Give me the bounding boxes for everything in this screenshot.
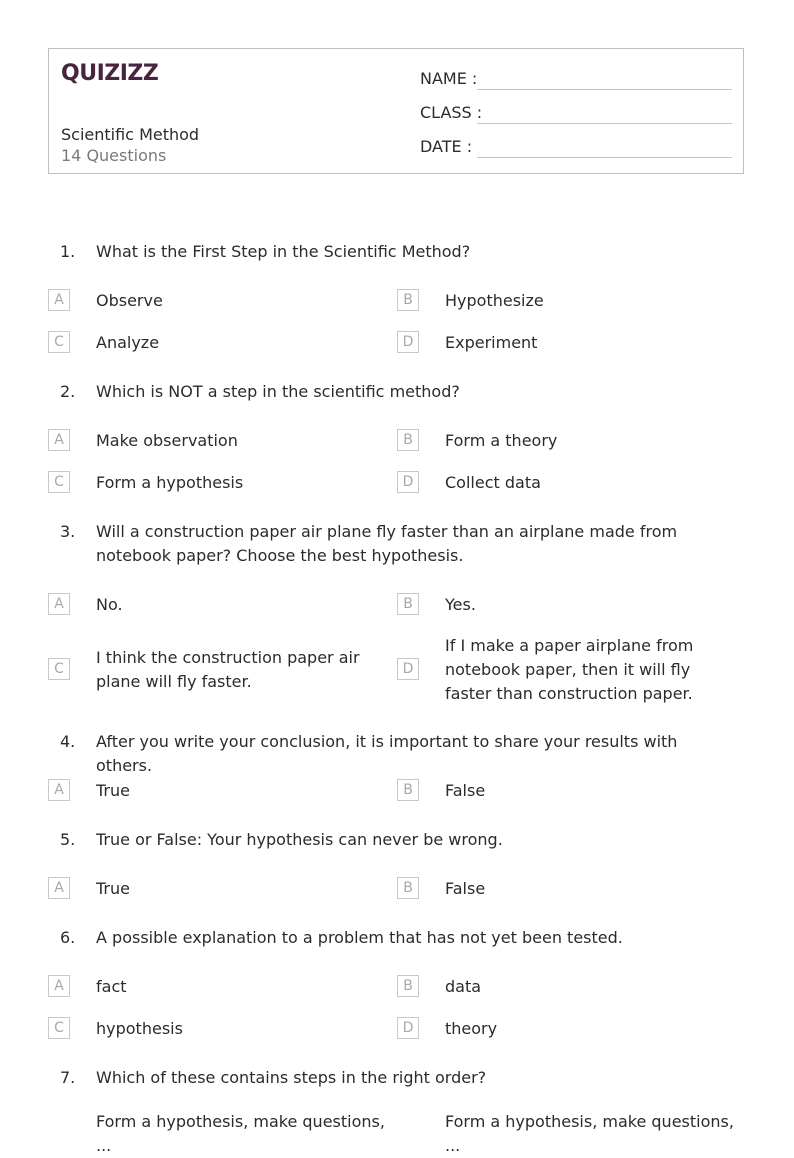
svg-text:QUIZIZZ: QUIZIZZ	[61, 61, 159, 86]
option-letter-box[interactable]: C	[48, 331, 70, 353]
option-text: data	[445, 977, 482, 996]
option-text: No.	[96, 595, 123, 614]
option-text: hypothesis	[96, 1019, 183, 1038]
option-text: Hypothesize	[445, 291, 544, 310]
option-letter-box[interactable]: A	[48, 593, 70, 615]
question-text: Which is NOT a step in the scientific method?	[96, 382, 460, 401]
question-number: 4.	[60, 732, 76, 751]
option-letter-box[interactable]: B	[397, 289, 419, 311]
question-text: After you write your conclusion, it is important to share your results with others.	[96, 732, 678, 775]
option-text: True	[96, 879, 130, 898]
question-number: 6.	[60, 928, 76, 947]
question-number: 5.	[60, 830, 76, 849]
option-text: If I make a paper airplane from notebook paper, then it will fly faster than construction paper.	[445, 636, 694, 703]
name-line[interactable]	[477, 89, 732, 90]
option-text: I think the construction paper air plane will fly faster.	[96, 648, 360, 691]
question-text: True or False: Your hypothesis can never be wrong.	[96, 830, 503, 849]
question-number: 1.	[60, 242, 76, 261]
option-letter-box[interactable]: C	[48, 471, 70, 493]
question-number: 7.	[60, 1068, 76, 1087]
option-text: theory	[445, 1019, 498, 1038]
quizizz-logo	[61, 59, 159, 91]
option-letter-box[interactable]: B	[397, 429, 419, 451]
option-letter-box[interactable]: B	[397, 593, 419, 615]
question-number: 3.	[60, 522, 76, 541]
option-letter-box[interactable]: C	[48, 658, 70, 680]
option-letter-box[interactable]: A	[48, 975, 70, 997]
option-text: Make observation	[96, 431, 238, 450]
option-letter-box[interactable]: D	[397, 471, 419, 493]
option-text: Form a hypothesis	[96, 473, 244, 492]
question-text: What is the First Step in the Scientific Method?	[96, 242, 471, 261]
option-letter-box[interactable]: D	[397, 1017, 419, 1039]
option-text: fact	[96, 977, 127, 996]
option-text: Collect data	[445, 473, 541, 492]
option-letter-box[interactable]: C	[48, 1017, 70, 1039]
option-letter-box[interactable]: A	[48, 877, 70, 899]
question-text: Which of these contains steps in the right order?	[96, 1068, 487, 1087]
class-label: CLASS :	[420, 103, 483, 122]
option-text: Form a hypothesis, make questions, ...	[445, 1112, 734, 1155]
option-letter-box[interactable]: A	[48, 429, 70, 451]
option-text: Form a hypothesis, make questions, ...	[96, 1112, 385, 1155]
class-line[interactable]	[477, 123, 732, 124]
worksheet-title: Scientific Method	[61, 125, 200, 144]
option-text: False	[445, 781, 486, 800]
name-label: NAME :	[420, 69, 478, 88]
option-text: Analyze	[96, 333, 160, 352]
option-text: Experiment	[445, 333, 538, 352]
option-letter-box[interactable]: B	[397, 975, 419, 997]
date-label: DATE :	[420, 137, 473, 156]
question-count: 14 Questions	[61, 146, 167, 165]
option-text: False	[445, 879, 486, 898]
option-letter-box[interactable]: D	[397, 658, 419, 680]
option-letter-box[interactable]: A	[48, 289, 70, 311]
option-text: Observe	[96, 291, 163, 310]
question-number: 2.	[60, 382, 76, 401]
date-line[interactable]	[477, 157, 732, 158]
option-letter-box[interactable]: D	[397, 331, 419, 353]
option-text: Form a theory	[445, 431, 558, 450]
option-letter-box[interactable]: A	[48, 779, 70, 801]
worksheet-header	[48, 48, 744, 174]
option-letter-box[interactable]: B	[397, 877, 419, 899]
option-text: True	[96, 781, 130, 800]
option-text: Yes.	[445, 595, 476, 614]
question-text: Will a construction paper air plane fly faster than an airplane made from notebook paper? Choose the best hypothesis.	[96, 522, 678, 565]
option-letter-box[interactable]: B	[397, 779, 419, 801]
question-text: A possible explanation to a problem that has not yet been tested.	[96, 928, 623, 947]
